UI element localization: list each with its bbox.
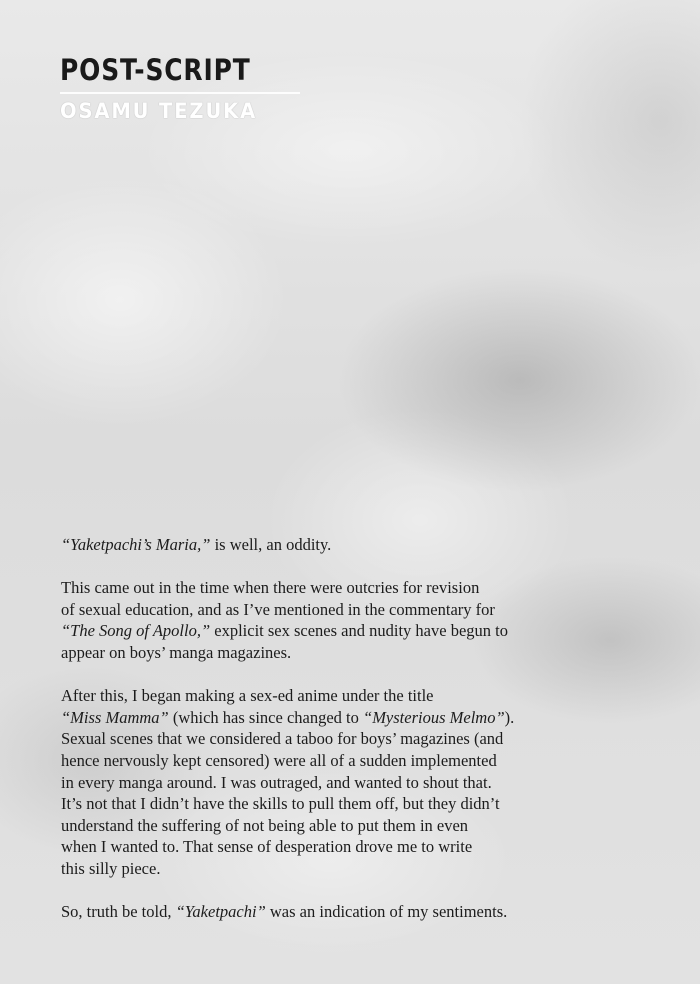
italic-title: “The Song of Apollo,” xyxy=(61,621,211,641)
text-span: (which has since changed to xyxy=(168,707,364,727)
text-line xyxy=(61,901,581,923)
text-span: ). xyxy=(504,707,515,727)
author-name: OSAMU TEZUKA xyxy=(60,99,258,123)
italic-title: “Yaketpachi” xyxy=(175,902,266,922)
text-line: This came out in the time when there were outcries for revision xyxy=(61,578,480,598)
text-line xyxy=(61,707,581,729)
paragraph-4 xyxy=(61,901,581,923)
text-line: when I wanted to. That sense of desperation drove me to write xyxy=(61,837,473,857)
paragraph-2 xyxy=(61,577,581,663)
text-line: in every manga around. I was outraged, and wanted to shout that. xyxy=(61,772,492,792)
text-line: After this, I began making a sex-ed anime under the title xyxy=(61,686,434,706)
text-line: hence nervously kept censored) were all of a sudden implemented xyxy=(61,750,497,770)
text-line: understand the suffering of not being able to put them in even xyxy=(61,815,469,835)
header xyxy=(60,54,305,124)
title-divider xyxy=(60,92,300,94)
text-line: this silly piece. xyxy=(61,858,161,878)
post-script-text xyxy=(61,534,581,923)
italic-title: “Miss Mamma” xyxy=(61,707,169,727)
text-line xyxy=(61,534,581,556)
text-line xyxy=(61,620,581,642)
text-line: It’s not that I didn’t have the skills to pull them off, but they didn’t xyxy=(61,794,500,814)
paragraph-1 xyxy=(61,534,581,556)
text-line: of sexual education, and as I’ve mentioned in the commentary for xyxy=(61,599,495,619)
text-span: was an indication of my sentiments. xyxy=(265,902,508,922)
text-span: is well, an oddity. xyxy=(210,535,332,554)
italic-title: “Yaketpachi’s Maria,” xyxy=(61,535,211,554)
text-line: Sexual scenes that we considered a taboo for boys’ magazines (and xyxy=(61,729,504,749)
page-title: POST-SCRIPT xyxy=(60,53,251,87)
text-span: explicit sex scenes and nudity have begun to xyxy=(210,621,508,641)
text-span: So, truth be told, xyxy=(61,902,176,922)
italic-title: “Mysterious Melmo” xyxy=(363,707,505,727)
text-line: appear on boys’ manga magazines. xyxy=(61,642,292,662)
paragraph-3 xyxy=(61,685,581,879)
